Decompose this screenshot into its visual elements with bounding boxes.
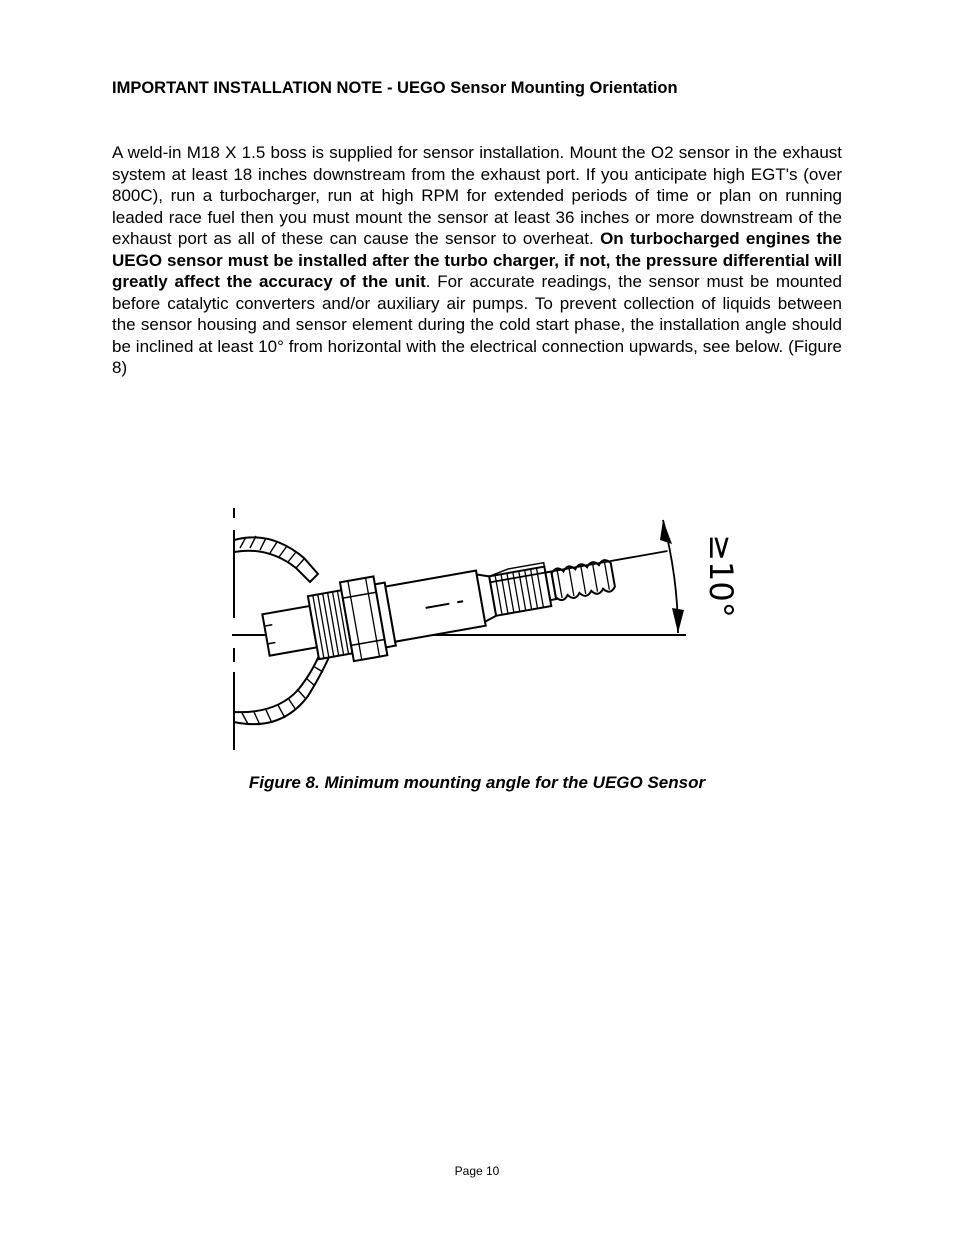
figure-caption: Figure 8. Minimum mounting angle for the UEGO Sensor <box>248 773 706 792</box>
sensor-tip <box>262 606 317 656</box>
uego-sensor <box>259 525 677 675</box>
pipe-wall-upper <box>234 536 318 582</box>
body-paragraph <box>112 142 842 379</box>
angle-label-group <box>702 534 740 618</box>
section-heading: IMPORTANT INSTALLATION NOTE - UEGO Sensor Mounting Orientation <box>112 79 678 97</box>
page-number: Page 10 <box>454 1164 500 1178</box>
angle-label: ≥10° <box>702 534 740 618</box>
sensor-mounting-diagram <box>226 500 740 755</box>
pipe-wall-lower <box>234 648 332 725</box>
paragraph-text-end: . For accurate readings, the sensor must be mounted before catalytic converters and/or auxiliary air pumps. To prevent collection of liquids between the sensor housing and sensor element during the cold start phase, the installation angle should be inclined at least 10° from horizontal with the electrical connection upwards, see below. (Figure 8) <box>112 272 842 377</box>
paragraph-bold-warning: On turbocharged engines the UEGO sensor must be installed after the turbo charger, if not, the pressure differential will greatly affect the accuracy of the unit <box>112 229 842 291</box>
sensor-diagram-svg <box>226 500 740 755</box>
paragraph-text-start: A weld-in M18 X 1.5 boss is supplied for sensor installation. Mount the O2 sensor in the exhaust system at least 18 inches downstream from the exhaust port. If you anticipate high EGT's (over 800C), run a turbocharger, run at high RPM for extended periods of time or plan on running leaded race fuel then you must mount the sensor at least 36 inches or more downstream of the exhaust port as all of these can cause the sensor to overheat. <box>112 143 842 248</box>
angle-dimension <box>660 520 684 633</box>
